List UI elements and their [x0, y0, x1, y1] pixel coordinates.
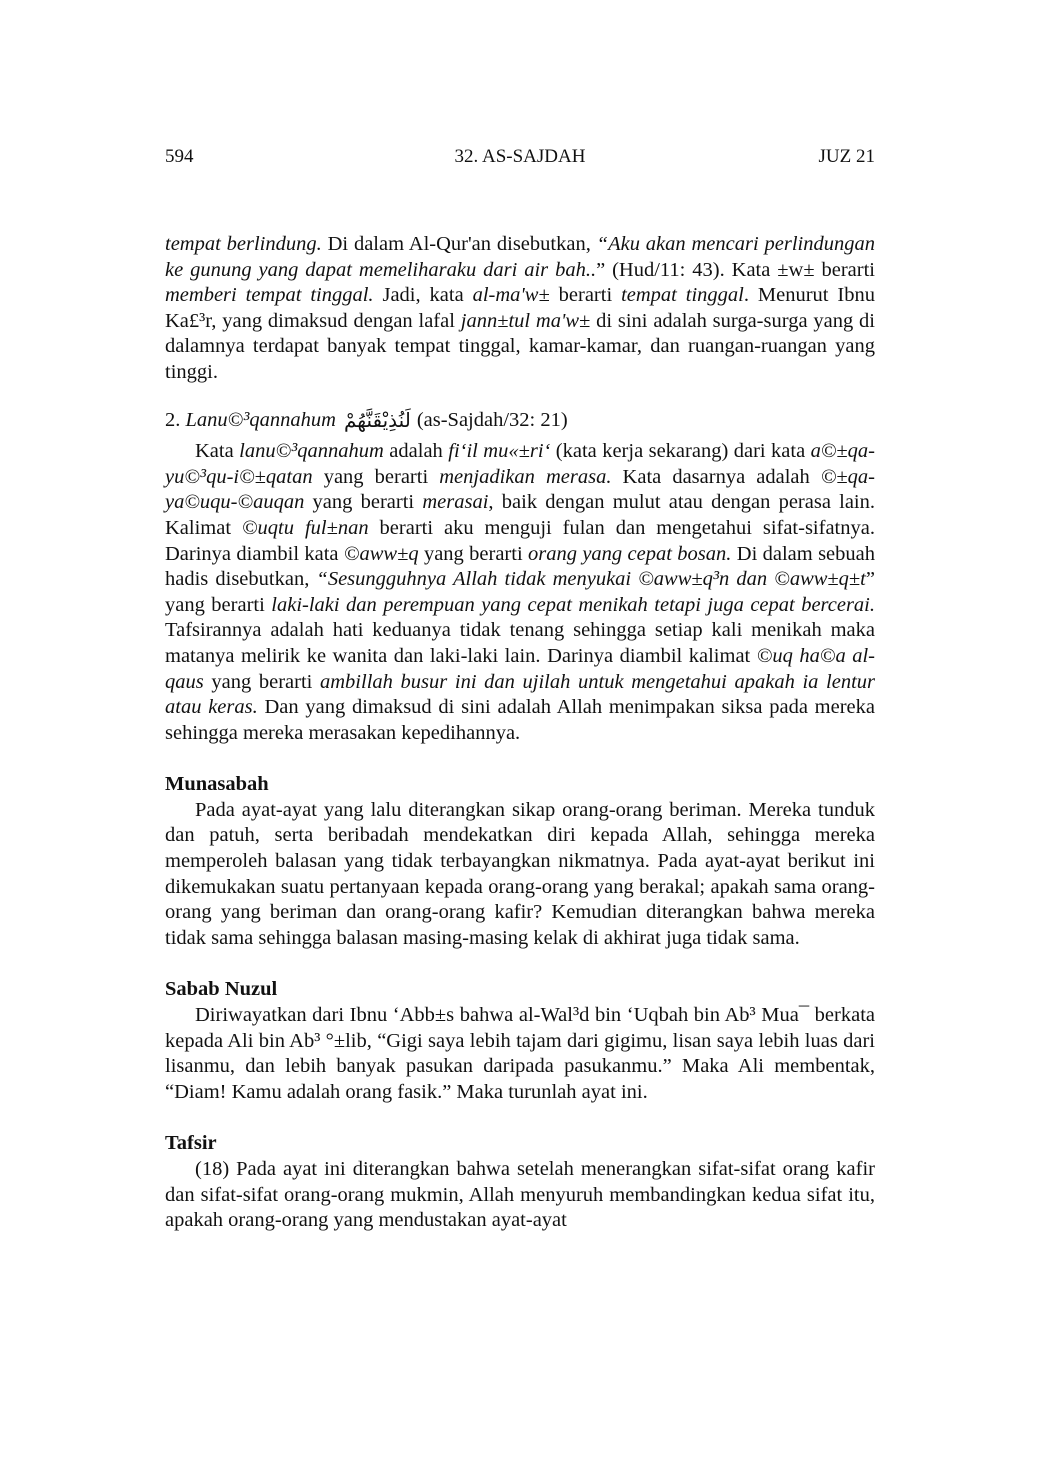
item-number: 2.: [165, 408, 181, 431]
para2-run: ©uq ha©a al-qaus: [165, 644, 875, 693]
para2-run: yang berarti: [304, 491, 423, 514]
para1-run: memberi tempat tinggal.: [165, 284, 374, 307]
item-reference: (as-Sajdah/32: 21): [416, 408, 568, 431]
para1-run: Di dalam Al-Qur'an disebutkan,: [321, 233, 597, 255]
para2-run: Dan yang dimaksud di sini adalah Allah menimpakan siksa pada mereka sehingga mereka merasakan kepedihannya.: [165, 696, 875, 744]
para2-run: a©±qa-yu©³qu-i©±qatan: [165, 440, 876, 488]
para2-run: “Sesungguhnya Allah tidak menyukai ©aww±q³n dan ©aww±q±t: [316, 568, 866, 591]
para2-run: Di dalam sebuah hadis disebutkan,: [165, 542, 875, 591]
para2-run: Kata dasarnya adalah: [611, 465, 821, 488]
para2-run: ©aww±q: [343, 542, 419, 565]
para2-run: adalah: [383, 440, 449, 463]
paragraph-tafsir: (18) Pada ayat ini diterangkan bahwa setelah menerangkan sifat-sifat orang kafir dan sifat-sifat orang-orang mukmin, Allah menyuruh membandingkan kedua sifat itu, apakah orang-orang yang mendustakan ayat-ayat: [165, 1158, 875, 1232]
para2-run: Kata: [195, 440, 240, 463]
juz-label: JUZ 21: [818, 146, 875, 167]
para2-run: yang berarti: [312, 465, 440, 488]
vocab-item-2: [165, 408, 875, 434]
page-header: [165, 146, 875, 174]
page-number: 594: [165, 146, 194, 167]
para2-run: ” yang berarti: [165, 568, 875, 616]
item-term: Lanu©³qannahum: [185, 408, 336, 431]
heading-tafsir: Tafsir: [165, 1132, 217, 1155]
para1-run: berarti: [549, 284, 622, 307]
para1-run: ” (Hud/11: 43). Kata ±w± berarti: [596, 258, 875, 281]
para2-run: (kata kerja sekarang) dari kata: [550, 440, 811, 463]
heading-munasabah: Munasabah: [165, 773, 269, 796]
paragraph-sabab-nuzul: Diriwayatkan dari Ibnu ‘Abb±s bahwa al-Wal³d bin ‘Uqbah bin Ab³ Mua¯ berkata kepada Ali bin Ab³ °±lib, “Gigi saya lebih tajam dari gigimu, lisan saya lebih luas dari lisanmu, dan lebih banyak pasukan daripada pasukanmu.” Maka Ali membentak, “Diam! Kamu adalah orang fasik.” Maka turunlah ayat ini.: [165, 1004, 875, 1103]
para2-run: laki-laki dan perempuan yang cepat menikah tetapi juga cepat bercerai.: [271, 593, 876, 616]
para2-run: yang berarti: [418, 542, 528, 565]
para2-run: menjadikan merasa.: [439, 465, 612, 488]
paragraph-tempat-berlindung: [165, 232, 875, 386]
para2-run: Tafsirannya adalah hati keduanya tidak tenang sehingga setiap kali menikah maka matanya melirik ke wanita dan laki-laki lain. Darinya diambil kalimat: [165, 619, 875, 667]
para1-run: tempat tinggal: [621, 284, 744, 307]
chapter-title: 32. AS-SAJDAH: [454, 146, 586, 167]
para1-run: di sini adalah surga-surga yang di dalamnya terdapat banyak tempat tinggal, kamar-kamar, dan ruangan-ruangan yang tinggi.: [165, 309, 875, 383]
para2-run: ©uqtu ful±nan: [241, 516, 369, 539]
para1-run: jann±tul ma'w±: [460, 309, 591, 332]
para2-run: yang berarti: [203, 670, 320, 693]
para1-run: al-ma'w±: [472, 284, 550, 307]
para2-run: berarti aku menguji fulan dan mengetahui sifat-sifatnya. Darinya diambil kata: [165, 516, 875, 565]
para2-run: ambillah busur ini dan ujilah untuk mengetahui apakah ia lentur atau keras.: [165, 670, 876, 719]
para2-run: lanu©³qannahum: [239, 440, 384, 463]
para2-run: , baik dengan mulut atau dengan perasa lain. Kalimat: [165, 491, 876, 539]
para2-run: fi‘il mu«±ri‘: [448, 440, 551, 463]
para2-run: orang yang cepat bosan.: [528, 542, 732, 565]
para1-run: . Menurut Ibnu Ka£³r, yang dimaksud dengan lafal: [165, 284, 875, 332]
para1-run: “Aku akan mencari perlindungan ke gunung yang dapat memeliharaku dari air bah..: [165, 233, 875, 281]
paragraph-lanuqannahum: [165, 439, 875, 746]
para1-run: tempat berlindung.: [165, 233, 322, 255]
page-body: [165, 232, 875, 1234]
heading-sabab-nuzul: Sabab Nuzul: [165, 978, 278, 1001]
arabic-term: لَنُذِيْقَنَّهُمْ: [343, 407, 411, 432]
para2-run: ©±qa-ya©uqu-©auqan: [165, 465, 875, 514]
para1-run: Jadi, kata: [373, 284, 473, 307]
para2-run: merasai: [422, 491, 489, 514]
paragraph-munasabah: Pada ayat-ayat yang lalu diterangkan sikap orang-orang beriman. Mereka tunduk dan patuh, serta beribadah mendekatkan diri kepada Allah, sehingga mereka memperoleh balasan yang tidak terbayangkan nikmatnya. Pada ayat-ayat berikut ini dikemukakan suatu pertanyaan kepada orang-orang yang berakal; apakah sama orang-orang yang beriman dan orang-orang kafir? Kemudian diterangkan bahwa mereka tidak sama sehingga balasan masing-masing kelak di akhirat juga tidak sama.: [165, 798, 875, 949]
